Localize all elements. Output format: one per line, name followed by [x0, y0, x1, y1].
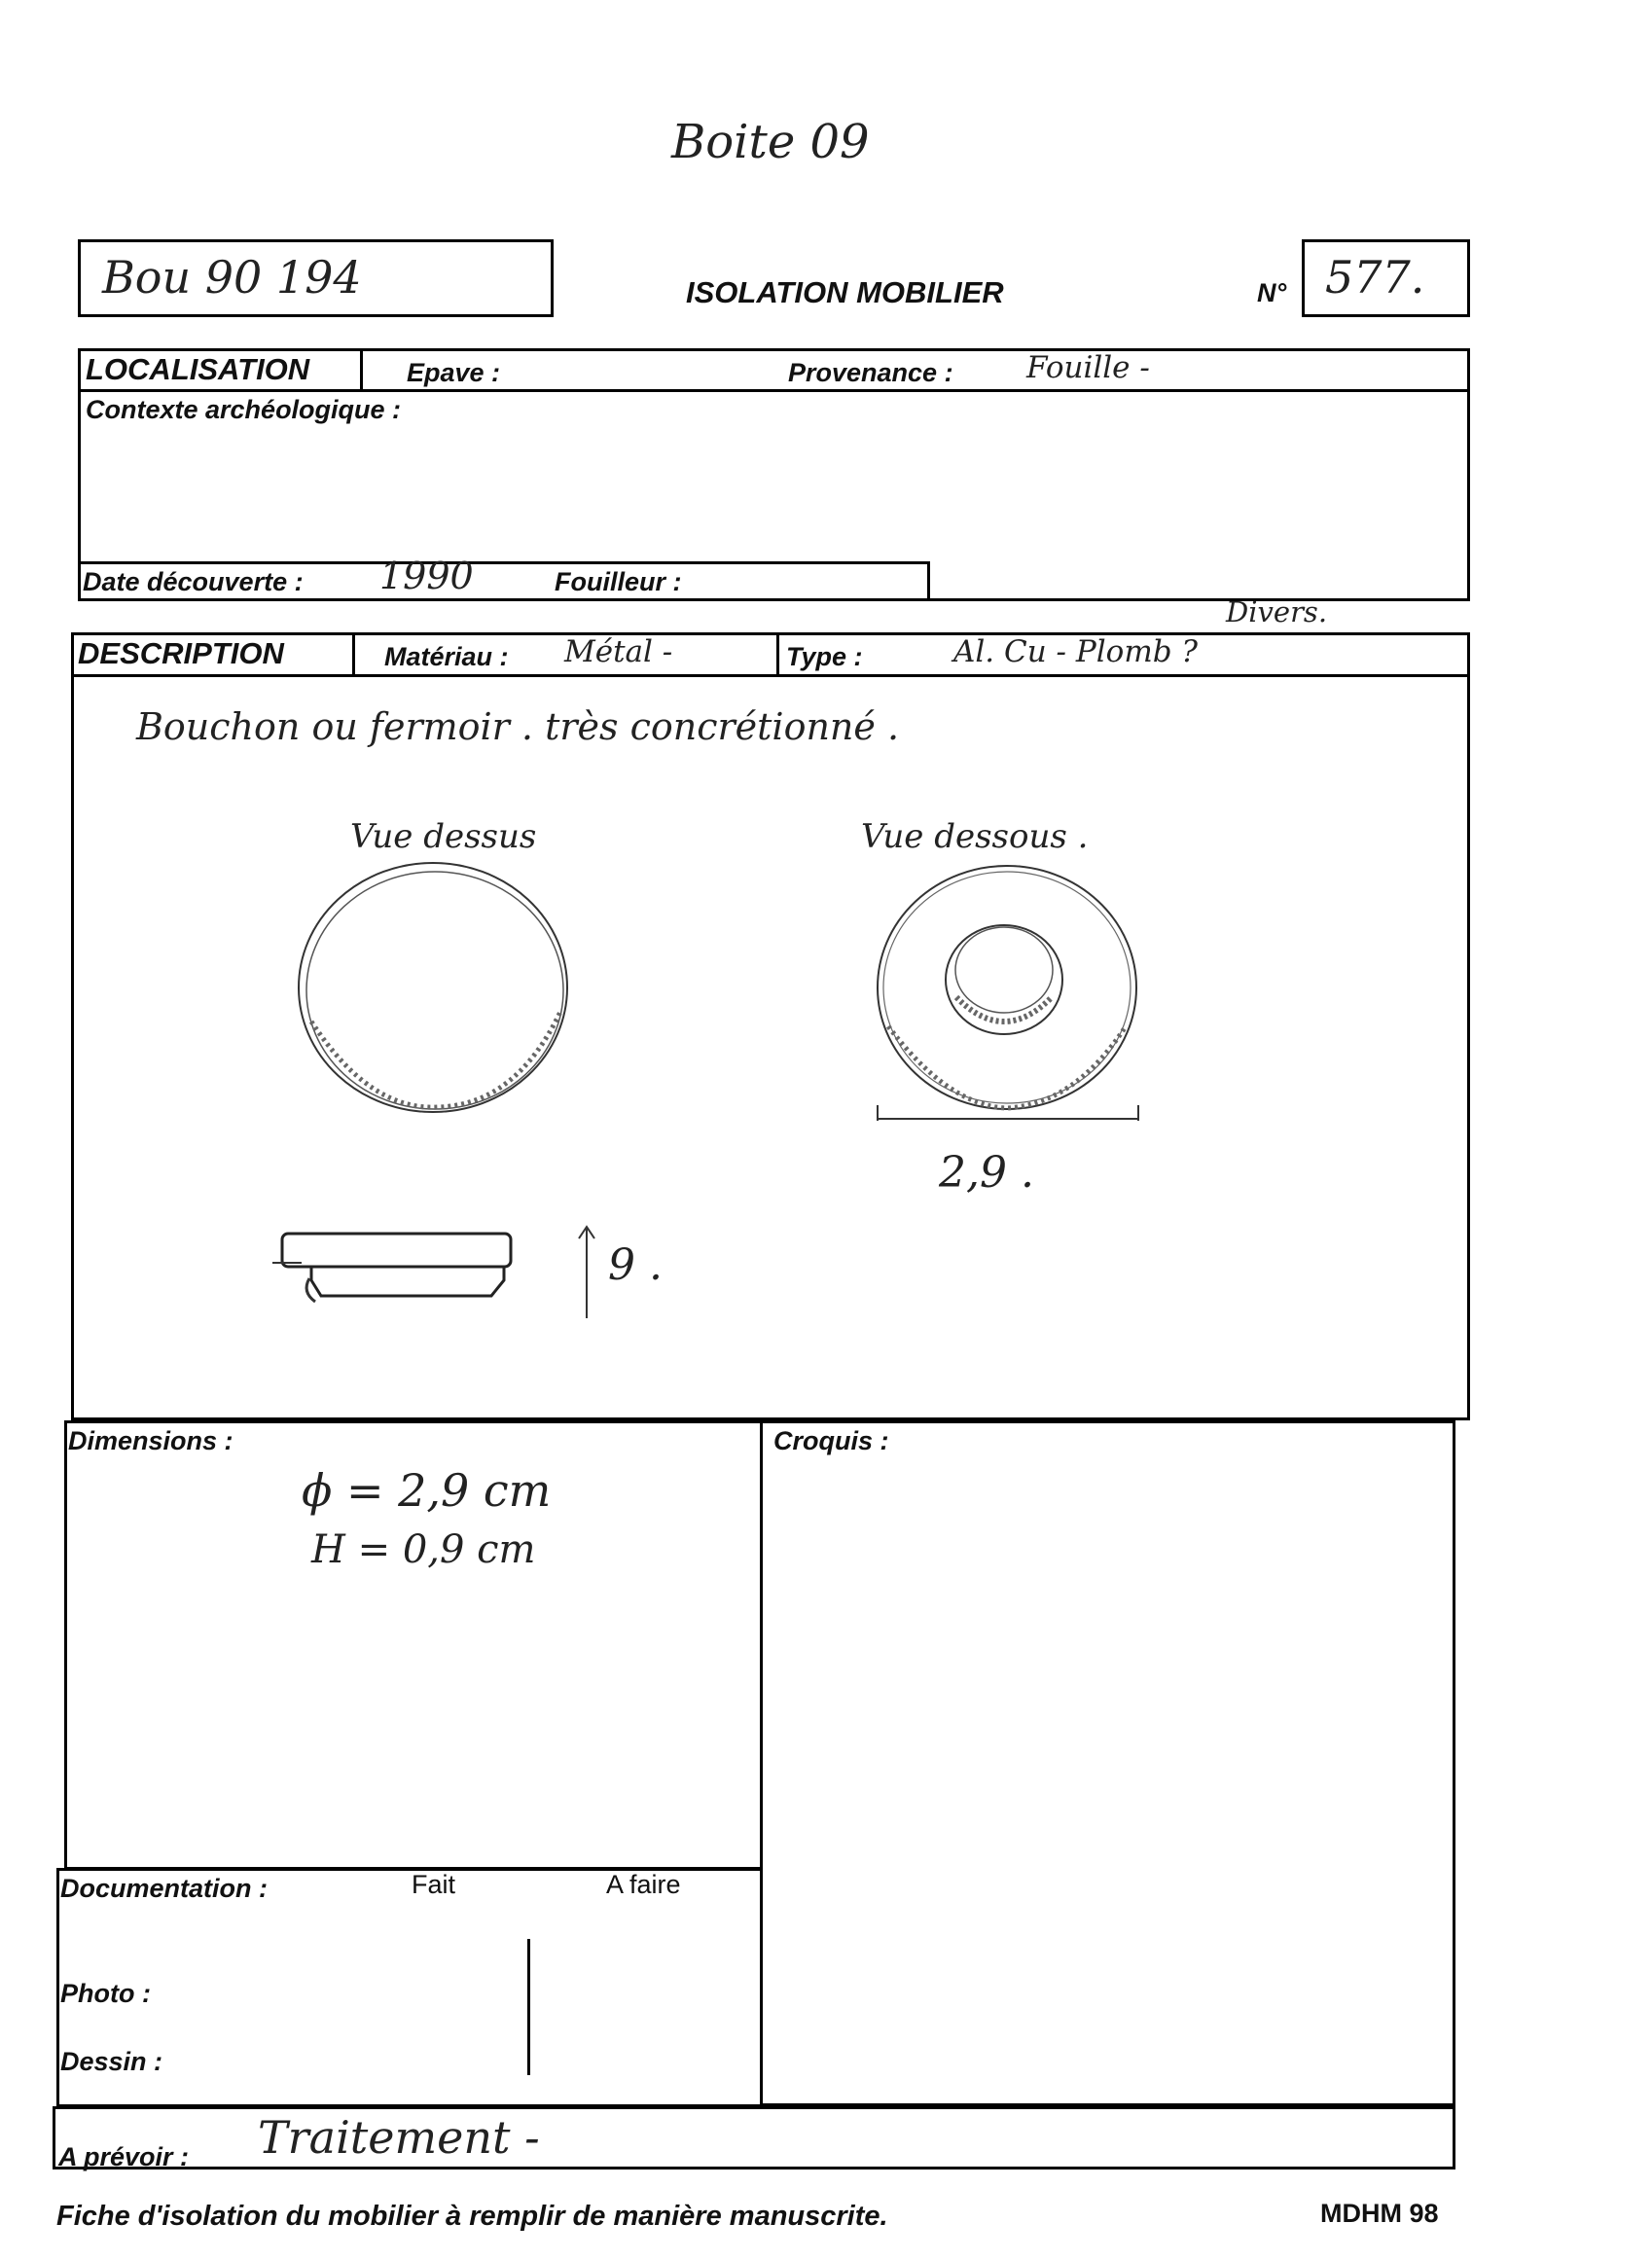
description-text: Bouchon ou fermoir . très concrétionné .: [136, 705, 900, 748]
date-value: 1990: [379, 555, 474, 597]
description-title: DESCRIPTION: [78, 636, 284, 670]
description-divider-1: [352, 632, 355, 676]
form-title: ISOLATION MOBILIER: [686, 275, 1004, 309]
materiau-value: Métal -: [564, 634, 673, 669]
date-row-end: [927, 561, 930, 598]
type-label: Type :: [786, 642, 863, 671]
dimensions-label: Dimensions :: [68, 1426, 233, 1455]
localisation-header-rule: [78, 389, 1470, 392]
reference-value: Bou 90 194: [102, 251, 362, 304]
fouilleur-label: Fouilleur :: [555, 567, 682, 596]
type-note: Divers.: [1226, 595, 1328, 628]
sketch-side-profile: [272, 1224, 525, 1311]
sketch-top-view: [292, 856, 574, 1119]
diameter-note: 2,9 .: [939, 1148, 1034, 1198]
number-label: N°: [1257, 278, 1287, 307]
dimensions-height: H = 0,9 cm: [311, 1527, 536, 1572]
diameter-dimension-line: [871, 1099, 1148, 1129]
materiau-label: Matériau :: [384, 642, 509, 671]
provenance-value: Fouille -: [1026, 350, 1150, 385]
footer-code: MDHM 98: [1320, 2199, 1439, 2228]
type-value: Al. Cu - Plomb ?: [953, 634, 1199, 669]
date-label: Date découverte :: [83, 567, 304, 596]
view-top-label: Vue dessus: [350, 817, 537, 856]
box-label: Boite 09: [671, 115, 870, 169]
localisation-title: LOCALISATION: [86, 352, 310, 386]
description-divider-2: [776, 632, 779, 676]
sketch-bottom-view: [871, 861, 1143, 1114]
height-note: 9 .: [608, 1240, 663, 1290]
description-header-rule: [71, 674, 1470, 677]
height-arrow: [572, 1221, 601, 1328]
view-bottom-label: Vue dessous .: [861, 817, 1089, 856]
croquis-box: [760, 1420, 1455, 2106]
footer-note: Fiche d'isolation du mobilier à remplir de manière manuscrite.: [56, 2201, 888, 2232]
a-prevoir-label: A prévoir :: [58, 2142, 190, 2171]
documentation-a-faire: A faire: [606, 1870, 681, 1899]
number-value: 577.: [1325, 251, 1425, 304]
date-row-rule: [78, 561, 930, 564]
documentation-label: Documentation :: [60, 1874, 268, 1903]
epave-label: Epave :: [407, 358, 501, 387]
provenance-label: Provenance :: [788, 358, 953, 387]
contexte-label: Contexte archéologique :: [86, 395, 402, 424]
croquis-label: Croquis :: [773, 1426, 889, 1455]
dimensions-diameter: ϕ = 2,9 cm: [302, 1464, 552, 1517]
a-prevoir-value: Traitement -: [258, 2111, 540, 2164]
localisation-header-divider: [360, 348, 363, 392]
dessin-label: Dessin :: [60, 2047, 163, 2076]
photo-label: Photo :: [60, 1979, 151, 2008]
documentation-fait: Fait: [412, 1870, 456, 1899]
documentation-divider: [527, 1939, 530, 2075]
